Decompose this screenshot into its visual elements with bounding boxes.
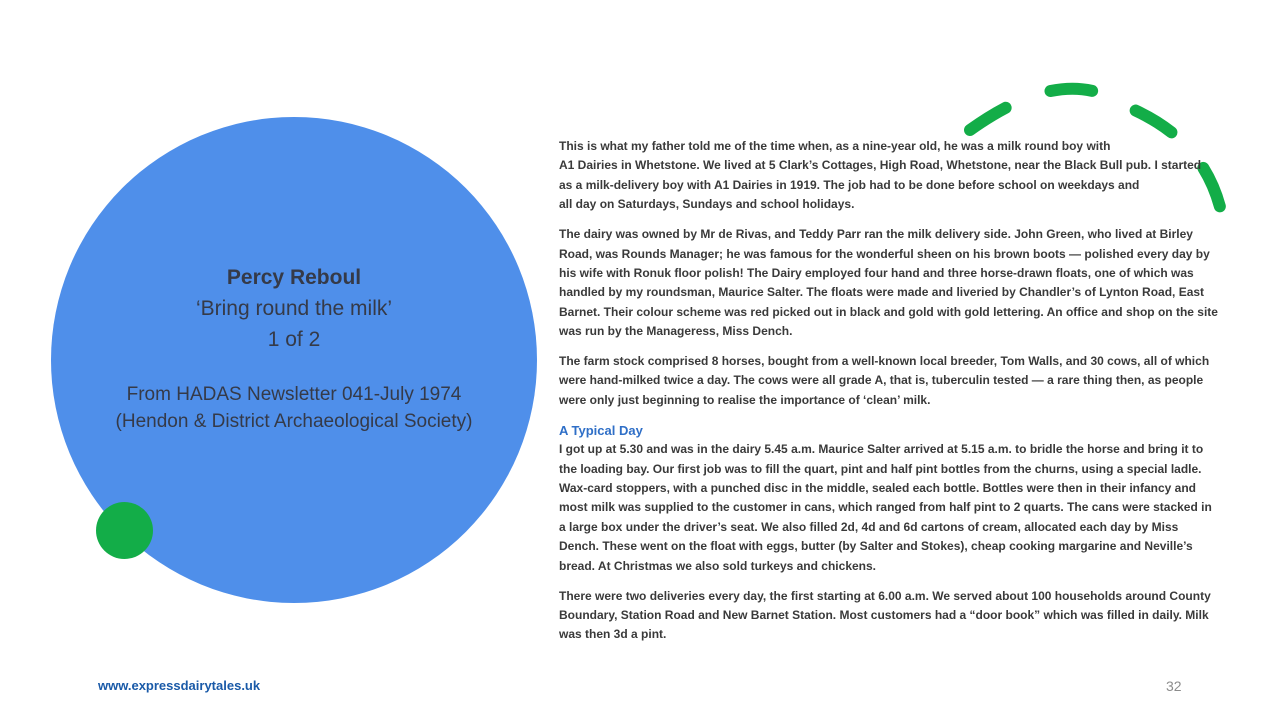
- paragraph-intro: This is what my father told me of the time when, as a nine-year old, he was a milk round boy with A1 Dairies in Whetstone. We lived at 5 Clark’s Cottages, High Road, Whetstone, near the Black Bull pub. I started as a milk-delivery boy with A1 Dairies in 1919. The job had to be done before school on weekdays and all day on Saturdays, Sundays and school holidays.: [559, 139, 1202, 212]
- paragraph-deliveries: There were two deliveries every day, the first starting at 6.00 a.m. We served about 100 households around County Boundary, Station Road and New Barnet Station. Most customers had a “door book” which was filled in daily. Milk was then 3d a pint.: [559, 588, 1211, 642]
- source-line-1: From HADAS Newsletter 041-July 1974: [126, 384, 462, 405]
- slide-title: Percy Reboul: [226, 266, 362, 289]
- slide-subtitle: ‘Bring round the milk’: [195, 297, 393, 320]
- page-number: 32: [1166, 678, 1182, 694]
- footer-website-link[interactable]: www.expressdairytales.uk: [98, 678, 261, 693]
- article-body: [559, 137, 1249, 655]
- green-accent-dot: [96, 502, 153, 559]
- paragraph-farm-stock: The farm stock comprised 8 horses, bought from a well-known local breeder, Tom Walls, and 30 cows, all of which were hand-milked twice a day. The cows were all grade A, that is, tuberculin tested — a rare thing then, as people were only just beginning to realise the importance of ‘clean’ milk.: [559, 354, 1210, 407]
- source-line-2: (Hendon & District Archaeological Society): [115, 411, 473, 432]
- title-block: [75, 262, 513, 435]
- part-indicator: 1 of 2: [267, 328, 321, 351]
- section-heading: A Typical Day: [559, 422, 643, 438]
- paragraph-typical-day: I got up at 5.30 and was in the dairy 5.45 a.m. Maurice Salter arrived at 5.15 a.m. to bridle the horse and bring it to the loading bay. Our first job was to fill the quart, pint and half pint bottles from the churns, using a special ladle. Wax-card stoppers, with a punched disc in the middle, sealed each bottle. Bottles were then in their infancy and most milk was supplied to the customer in cans, which ranged from half pint to 2 quarts. The cans were stacked in a large box under the driver’s seat. We also filled 2d, 4d and 6d cartons of cream, allocated each day by Miss Dench. These went on the float with eggs, butter (by Salter and Stokes), cheap cooking margarine and Neville’s bread. At Christmas we also sold turkeys and chickens.: [559, 442, 1212, 573]
- paragraph-dairy: The dairy was owned by Mr de Rivas, and Teddy Parr ran the milk delivery side. John Green, who lived at Birley Road, was Rounds Manager; he was famous for the wonderful sheen on his brown boots — polished every day by his wife with Ronuk floor polish! The Dairy employed four hand and three horse-drawn floats, one of which was handled by my roundsman, Maurice Salter. The floats were made and liveried by Chandler’s of Lynton Road, East Barnet. Their colour scheme was red picked out in black and gold with gold lettering. An office and shop on the site was run by the Manageress, Miss Dench.: [559, 227, 1218, 339]
